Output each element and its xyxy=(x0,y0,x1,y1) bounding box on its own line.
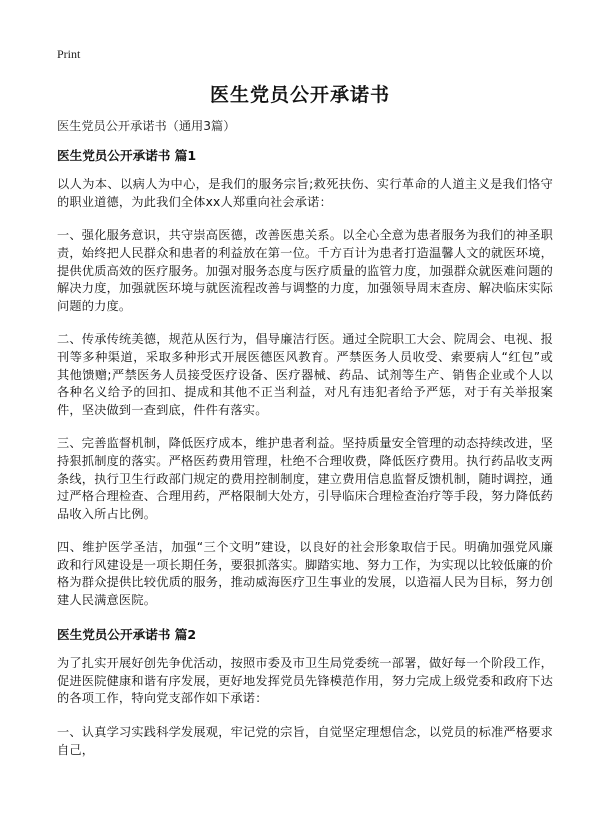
paragraph: 四、维护医学圣洁，加强“三个文明”建设，以良好的社会形象取信于民。明确加强党风廉政和行风建设是一项长期任务，要狠抓落实。脚踏实地、努力工作，为实现以比较低廉的价格为群众提供比较优质的服务，推动威海医疗卫生事业的发展，以造福人民为目标，努力创建人民满意医院。 xyxy=(57,540,553,608)
paragraph: 二、传承传统美德，规范从医行为，倡导廉洁行医。通过全院职工大会、院周会、电视、报刊等多种渠道，采取多种形式开展医德医风教育。严禁医务人员收受、索要病人“红包”或其他馈赠;严禁医务人员接受医疗设备、医疗器械、药品、试剂等生产、销售企业或个人以各种名义给予的回扣、提成和其他不正当利益，对凡有违犯者给予严惩，对于有关举报案件，坚决做到一查到底，件件有落实。 xyxy=(57,332,553,417)
paragraph: 以人为本、以病人为中心，是我们的服务宗旨;救死扶伤、实行革命的人道主义是我们恪守的职业道德，为此我们全体xx人郑重向社会承诺： xyxy=(57,177,553,209)
section-heading-1: 医生党员公开承诺书 篇1 xyxy=(57,147,197,163)
document-subtitle: 医生党员公开承诺书（通用3篇） xyxy=(57,119,236,133)
section-heading-2: 医生党员公开承诺书 篇2 xyxy=(57,626,197,642)
paragraph: 为了扎实开展好创先争优活动，按照市委及市卫生局党委统一部署，做好每一个阶段工作，促进医院健康和谐有序发展，更好地发挥党员先锋模范作用，努力完成上级党委和政府下达的各项工作，特向党支部作如下承诺： xyxy=(57,656,553,706)
page-title: 医生党员公开承诺书 xyxy=(209,84,390,106)
print-link[interactable]: Print xyxy=(57,47,81,61)
paragraph: 三、完善监督机制，降低医疗成本，维护患者利益。坚持质量安全管理的动态持续改进，坚持狠抓制度的落实。严格医药费用管理，杜绝不合理收费，降低医疗费用。执行药品收支两条线，执行卫生行政部门规定的费用控制制度，建立费用信息监督反馈机制，随时调控，通过严格合理检查、合理用药，严格限制大处方，引导临床合理检查治疗等手段，努力降低药品收入所占比例。 xyxy=(57,436,553,521)
paragraph: 一、认真学习实践科学发展观，牢记党的宗旨，自觉坚定理想信念，以党员的标准严格要求自己， xyxy=(57,725,553,757)
paragraph: 一、强化服务意识，共守崇高医德，改善医患关系。以全心全意为患者服务为我们的神圣职责，始终把人民群众和患者的利益放在第一位。千方百计为患者打造温馨人文的就医环境，提供优质高效的医疗服务。加强对服务态度与医疗质量的监管力度，加强群众就医难问题的解决力度，加强就医环境与就医流程改善与调整的力度，加强领导周末查房、解决临床实际问题的力度。 xyxy=(57,228,553,313)
document-body xyxy=(57,118,553,775)
